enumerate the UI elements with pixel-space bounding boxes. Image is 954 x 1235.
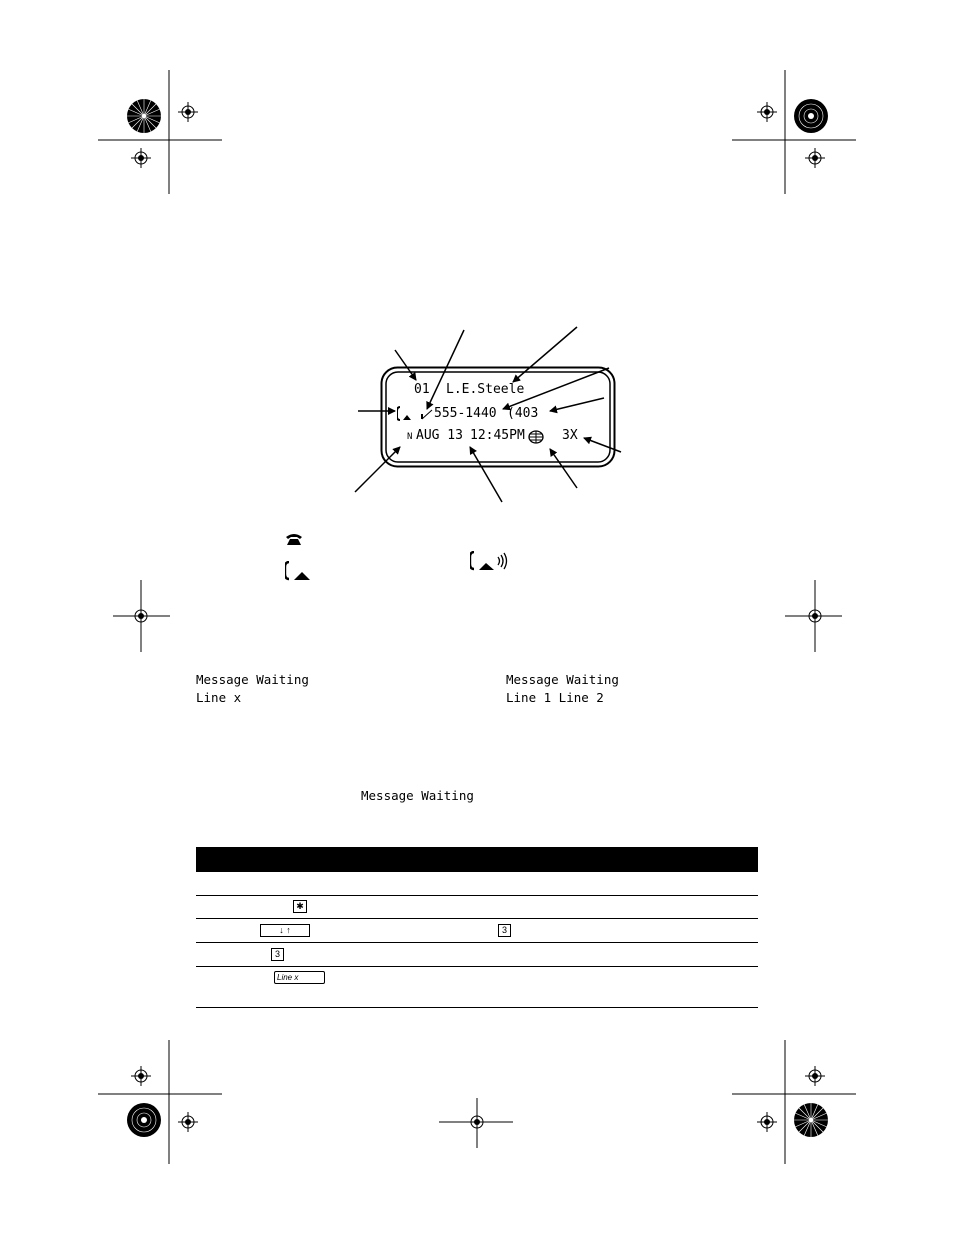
phone-on-hook-icon — [285, 532, 303, 546]
table-row — [196, 919, 758, 943]
entry-number: 01 — [414, 382, 430, 397]
key-3[interactable]: 3 — [271, 948, 284, 961]
down-up-keys[interactable]: ↓ ↑ — [260, 924, 310, 937]
arrow-icon — [513, 327, 577, 382]
call-count: 3X — [562, 428, 578, 443]
line-1-line-2-label: Line 1 Line 2 — [506, 690, 604, 705]
procedure-table — [196, 847, 758, 1008]
line-x-softkey[interactable]: Line x — [274, 971, 325, 984]
star-key[interactable]: ✱ — [293, 900, 307, 913]
arrow-icon — [427, 330, 464, 409]
phone-off-hook-icon — [285, 561, 313, 581]
arrow-icon — [550, 449, 577, 488]
new-flag: N — [407, 432, 413, 442]
table-row — [196, 967, 758, 1008]
message-waiting-label: Message Waiting — [196, 672, 309, 687]
arrow-icon — [550, 398, 604, 411]
area-code: (403 — [507, 406, 539, 421]
call-time: 12:45PM — [470, 428, 525, 443]
table-row — [196, 896, 758, 919]
call-date: AUG 13 — [416, 428, 463, 443]
arrow-icon — [395, 350, 416, 380]
arrow-icon — [470, 447, 502, 502]
key-3[interactable]: 3 — [498, 924, 511, 937]
message-waiting-label: Message Waiting — [361, 788, 474, 803]
caller-name: L.E.Steele — [446, 382, 525, 397]
table-row — [196, 872, 758, 896]
message-waiting-label: Message Waiting — [506, 672, 619, 687]
phone-ringing-icon — [470, 551, 510, 571]
table-row — [196, 943, 758, 967]
line-x-label: Line x — [196, 690, 242, 705]
arrow-icon — [584, 438, 621, 452]
arrow-icon — [503, 368, 609, 409]
arrow-icon — [355, 447, 400, 492]
table-header — [196, 847, 758, 872]
phone-number: 555-1440 — [434, 406, 497, 421]
